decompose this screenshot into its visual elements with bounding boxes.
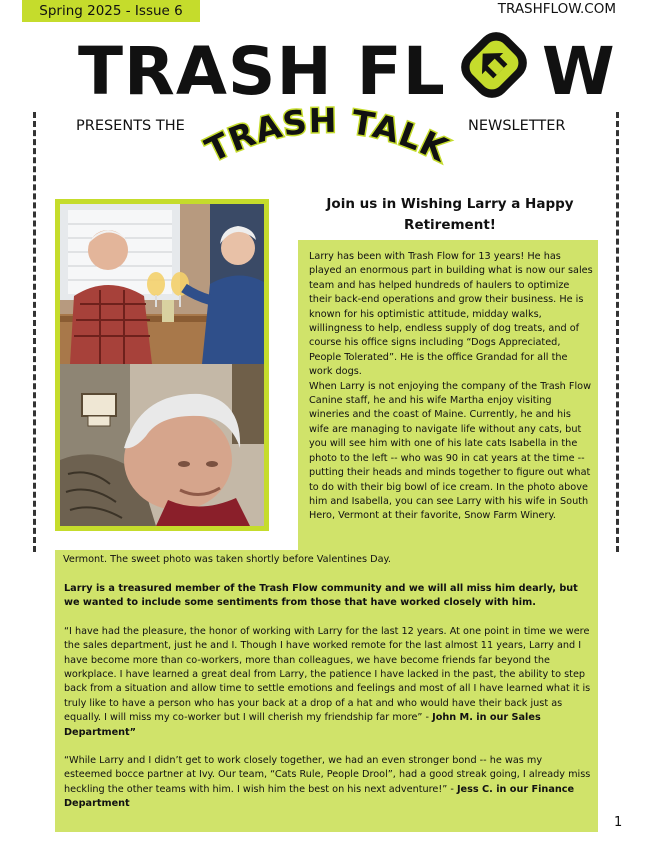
svg-text:TRASH TALK (199, 101, 455, 170)
page-number: 1 (614, 815, 623, 830)
paragraph-continued: Vermont. The sweet photo was taken shortly before Valentines Day. (63, 554, 391, 565)
recycle-arrow-logo-icon (448, 30, 540, 100)
couple-toasting-wine-photo (60, 204, 264, 364)
quote-jess-text: “While Larry and I didn’t get to work closely together, we had an even stronger bond -- he was my esteemed bocce partner at Ivy. Our team, “Cats Rule, People Drool”, had a good streak going, I already miss heckling the other teams with him. I wish him the best on his next adventure!” - (64, 755, 591, 795)
quote-jess-attribution: Jess C. in our Finance Department (64, 783, 575, 810)
issue-badge: Spring 2025 - Issue 6 (22, 0, 200, 22)
photo-frame (55, 199, 269, 531)
brand-title (78, 30, 616, 112)
trash-talk-text: TRASH TALK (199, 100, 455, 170)
quote-john-text: “I have had the pleasure, the honor of working with Larry for the last 12 years. At one point in time we were the sales department, just he and I. Though I have worked remote for the last almost 11 years, Larry and I have become more than co-workers, more than colleagues, we have become friends far beyond the workplace. I have learned a great deal from Larry, the patience I have lacked in the past, the ability to step back from a situation and allow time to settle emotions and feelings and most of all I have learned what it is truly like to have a person who has your back at a drop of a hat and who would have their back just as equally. I will miss my co-worker but I will cherish my friendship far more” - (64, 625, 591, 724)
paragraph-about-larry: Larry has been with Trash Flow for 13 years! He has played an enormous part in building what is now our sales team and has helped hundreds of haulers to optimize their back-end operations and grow their business. He is known for his optimistic attitude, midday walks, willingness to help, endless supply of dog treats, and of course his office signs including “Dogs Appreciated, People Tolerated”. He is the office Grandad for all the work dogs. (309, 251, 593, 378)
article-headline: Join us in Wishing Larry a Happy Retirement! (326, 196, 574, 233)
left-dashed-border (33, 112, 36, 552)
newsletter-label: NEWSLETTER (468, 118, 566, 134)
brand-left: TRASH FL (78, 33, 446, 110)
site-url[interactable]: TRASHFLOW.COM (497, 1, 616, 17)
article-body-top (309, 250, 593, 524)
brand-right: W (541, 33, 616, 110)
quote-jess (64, 754, 592, 812)
article-body-bottom (64, 582, 592, 826)
paragraph-life-outside-work: When Larry is not enjoying the company of the Trash Flow Canine staff, he and his wife Martha enjoy visiting wineries and the coast of Maine. Currently, he and his wife are managing to navigate life without any cats, but you will see him with one of his late cats Isabella in the photo to the left -- who was 90 in cat years at the time -- putting their heads and minds together to figure out what to do with their big bowl of ice cream. In the photo above him and Isabella, you can see Larry with his wife in South Hero, Vermont at their favorite, Snow Farm Winery. (309, 380, 592, 522)
right-dashed-border (616, 112, 619, 552)
quote-john-attribution: John M. in our Sales Department” (64, 712, 541, 738)
intro-bold: Larry is a treasured member of the Trash Flow community and we will all miss him dearly, but we wanted to include some sentiments from those that have worked closely with him. (64, 583, 578, 609)
man-with-cat-photo (60, 364, 264, 526)
quote-john (64, 625, 592, 740)
presents-label: PRESENTS THE (76, 118, 185, 134)
trash-talk-wordmark (195, 100, 460, 176)
